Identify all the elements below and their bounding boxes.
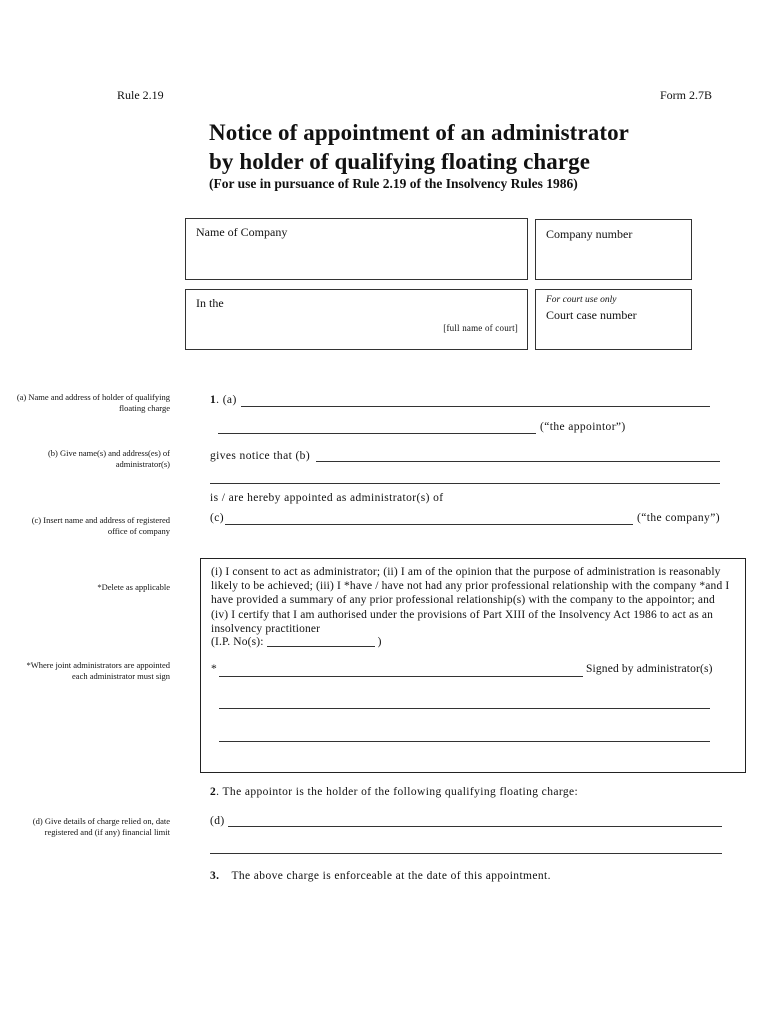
the-company-label: (“the company”)	[637, 512, 720, 524]
signature-star: *	[211, 663, 217, 675]
marker-d: (d)	[210, 815, 225, 827]
court-case-number-label: Court case number	[546, 308, 637, 322]
consent-text: (i) I consent to act as administrator; (ii) I am of the opinion that the purpose of administration is reasonably likely to be achieved; (iii) I *have / have not had any prior professional relationship with the company *and I have provided a summary of any prior professional relationship(s) with the company to the appointor; and (iv) I certify that I am authorised under the provisions of Part XIII of the Insolvency Act 1986 to act as an insolvency practitioner	[211, 566, 730, 635]
title-line-2: by holder of qualifying floating charge	[209, 149, 591, 174]
appointed-label: is / are hereby appointed as administrator(s) of	[210, 492, 444, 504]
marker-a: . (a)	[216, 394, 237, 406]
ip-number-field[interactable]	[267, 646, 375, 647]
form-reference: Form 2.7B	[660, 88, 713, 102]
margin-note-c: (c) Insert name and address of registered office of company	[31, 515, 170, 536]
section-1-number: 1	[210, 394, 217, 406]
court-case-number-box[interactable]	[535, 289, 692, 350]
ip-number-label: (I.P. No(s):	[211, 636, 267, 648]
appointor-name-line[interactable]	[241, 406, 710, 407]
signed-by-label: Signed by administrator(s)	[586, 663, 713, 675]
margin-note-joint: *Where joint administrators are appointed each administrator must sign	[26, 660, 170, 681]
margin-note-a: (a) Name and address of holder of qualifying floating charge	[16, 392, 170, 413]
ip-number-row	[211, 635, 382, 649]
section-2-number: 2	[210, 786, 217, 798]
administrator-address-line[interactable]	[210, 483, 720, 484]
company-details-line[interactable]	[225, 524, 633, 525]
rule-reference: Rule 2.19	[117, 88, 164, 102]
title-line-1: Notice of appointment of an administrator	[209, 120, 629, 145]
margin-note-delete: *Delete as applicable	[97, 582, 170, 592]
administrator-name-line[interactable]	[316, 461, 720, 462]
company-name-box[interactable]	[185, 218, 528, 280]
company-number-box[interactable]	[535, 219, 692, 280]
section-3-number: 3.	[210, 870, 220, 882]
signature-line-3[interactable]	[219, 741, 710, 742]
section-1-start	[210, 394, 237, 406]
full-name-court-hint: [full name of court]	[443, 323, 518, 333]
page-title	[209, 118, 629, 176]
signature-line-1[interactable]	[219, 676, 583, 677]
page-subtitle: (For use in pursuance of Rule 2.19 of the Insolvency Rules 1986)	[209, 176, 578, 191]
section-2-body: . The appointor is the holder of the following qualifying floating charge:	[216, 786, 579, 798]
in-the-label: In the	[196, 296, 224, 310]
court-name-box[interactable]	[185, 289, 528, 350]
margin-note-d: (d) Give details of charge relied on, date registered and (if any) financial limit	[32, 816, 170, 837]
company-name-label: Name of Company	[196, 225, 288, 239]
section-3-text	[210, 870, 551, 882]
marker-c: (c)	[210, 512, 224, 524]
section-2-text	[210, 786, 578, 798]
company-number-label: Company number	[546, 227, 633, 241]
the-appointor-label: (“the appointor”)	[540, 421, 626, 433]
signature-line-2[interactable]	[219, 708, 710, 709]
charge-details-line-2[interactable]	[210, 853, 722, 854]
consent-box	[200, 558, 746, 773]
gives-notice-label: gives notice that (b)	[210, 450, 311, 462]
court-use-only-label: For court use only	[546, 295, 617, 305]
ip-number-close: )	[374, 636, 382, 648]
section-3-body: The above charge is enforceable at the date of this appointment.	[231, 870, 551, 882]
appointor-address-line[interactable]	[218, 433, 536, 434]
charge-details-line-1[interactable]	[228, 826, 722, 827]
margin-note-b: (b) Give name(s) and address(es) of administrator(s)	[47, 448, 170, 469]
